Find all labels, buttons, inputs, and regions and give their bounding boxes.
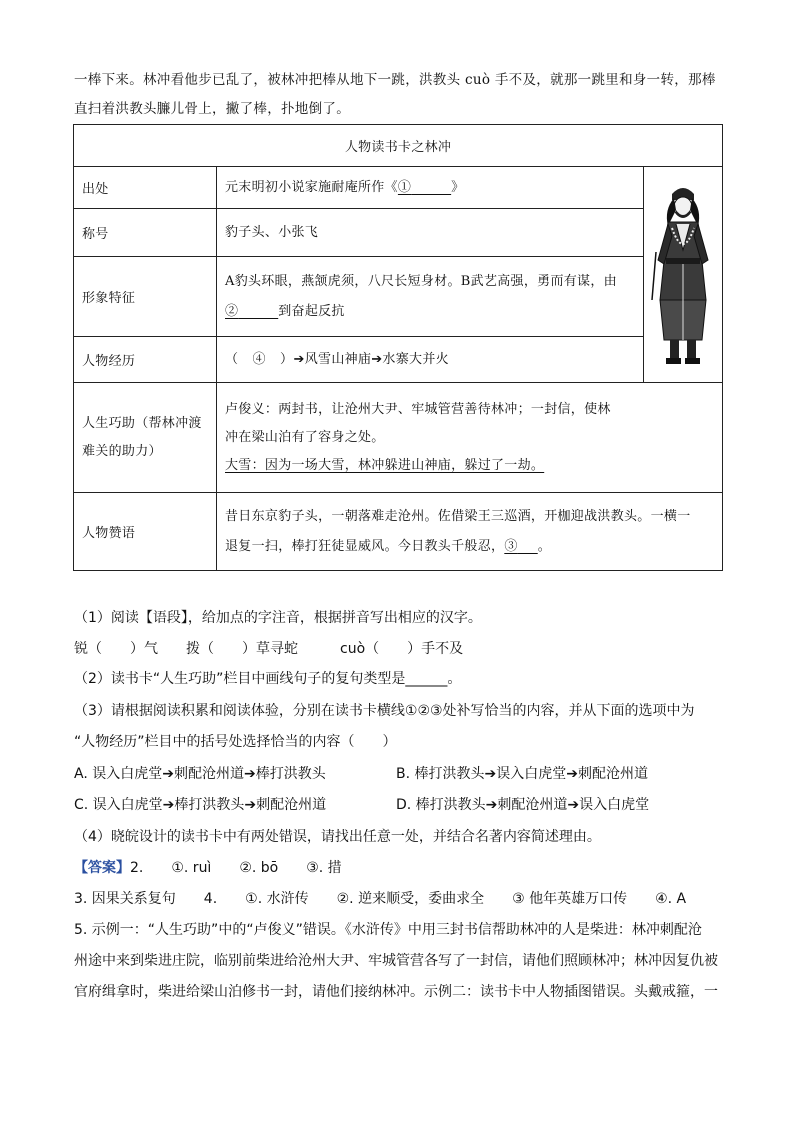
- question-1: （1）阅读【语段】，给加点的字注音，根据拼音写出相应的汉字。: [74, 610, 482, 626]
- portrait-cell: [644, 167, 723, 383]
- card-title: 人物读书卡之林冲: [74, 125, 723, 167]
- answer-line-1: 【答案】2. ①. ruì ②. bō ③. 措: [74, 860, 342, 876]
- row-content-title: 豹子头、小张飞: [217, 209, 644, 257]
- row-content-experience: （ ④ ）➔风雪山神庙➔水寨大并火: [217, 337, 644, 383]
- option-b: B. 棒打洪教头➔误入白虎堂➔刺配沧州道: [396, 766, 648, 782]
- question-2: （2）读书卡“人生巧助”栏目中画线句子的复句类型是______。: [74, 671, 462, 687]
- answer-line-5: 官府缉拿时，柴进给梁山泊修书一封，请他们接纳林冲。示例二：读书卡中人物插图错误。头戴戒箍，一: [74, 984, 718, 1000]
- row-content-appearance: A豹头环眼，燕颔虎须，八尺长短身材。B武艺高强，勇而有谋，由 ② 到奋起反抗: [217, 257, 644, 337]
- blank-2: ②: [225, 303, 239, 319]
- blank-3: ③: [504, 538, 518, 554]
- blank-1: ①: [397, 179, 412, 195]
- underlined-sentence: 大雪：因为一场大雪，林冲躲进山神庙，躲过了一劫。: [225, 457, 545, 473]
- reading-card-table: [73, 124, 723, 571]
- row-content-source: 元末明初小说家施耐庵所作《① 》: [217, 167, 644, 209]
- answer-line-2: 3. 因果关系复句 4. ①. 水浒传 ②. 逆来顺受，委曲求全 ③ 他年英雄万口传 ④. A: [74, 891, 687, 907]
- question-3-line-1: （3）请根据阅读积累和阅读体验，分别在读书卡横线①②③处补写恰当的内容，并从下面的选项中为: [74, 703, 695, 719]
- passage-line-1: 一棒下来。林冲看他步已乱了，被林冲把棒从地下一跳，洪教头 cuò 手不及，就那一跳里和身一转，那棒: [74, 72, 716, 88]
- lin-chong-portrait-image: [650, 180, 716, 370]
- row-content-praise: 昔日东京豹子头，一朝落难走沧州。佐借梁王三巡酒，开枷迎战洪教头。一横一 退复一扫，棒打狂徒显威风。今日教头千般忍，③ 。: [217, 493, 723, 571]
- option-c: C. 误入白虎堂➔棒打洪教头➔刺配沧州道: [74, 797, 327, 813]
- option-a: A. 误入白虎堂➔刺配沧州道➔棒打洪教头: [74, 766, 326, 782]
- option-d: D. 棒打洪教头➔刺配沧州道➔误入白虎堂: [396, 797, 650, 813]
- question-4: （4）晓皖设计的读书卡中有两处错误，请找出任意一处，并结合名著内容简述理由。: [74, 829, 601, 845]
- row-label-praise: 人物赞语: [74, 493, 217, 571]
- question-3-line-2: “人物经历”栏目中的括号处选择恰当的内容（ ）: [74, 734, 397, 750]
- row-content-help: 卢俊义：两封书，让沧州大尹、牢城管营善待林冲；一封信，使林 冲在梁山泊有了容身之处。 大雪：因为一场大雪，林冲躲进山神庙，躲过了一劫。: [217, 383, 723, 493]
- row-label-help: 人生巧助（帮林冲渡 难关的助力）: [74, 383, 217, 493]
- passage-line-2: 直扫着洪教头臁儿骨上，撇了棒，扑地倒了。: [74, 101, 350, 117]
- answer-line-3: 5. 示例一：“人生巧助”中的“卢俊义”错误。《水浒传》中用三封书信帮助林冲的人是柴进：林冲刺配沧: [74, 922, 702, 938]
- row-label-source: 出处: [74, 167, 217, 209]
- question-1-items: 锐（ ）气 拨（ ）草寻蛇 cuò（ ）手不及: [74, 641, 464, 657]
- row-label-experience: 人物经历: [74, 337, 217, 383]
- answer-tag: 【答案】: [74, 860, 130, 876]
- row-label-title: 称号: [74, 209, 217, 257]
- row-label-appearance: 形象特征: [74, 257, 217, 337]
- answer-line-4: 州途中来到柴进庄院，临别前柴进给沧州大尹、牢城管营各写了一封信，请他们照顾林冲；林冲因复仇被: [74, 953, 718, 969]
- blank-4: ④: [252, 351, 267, 367]
